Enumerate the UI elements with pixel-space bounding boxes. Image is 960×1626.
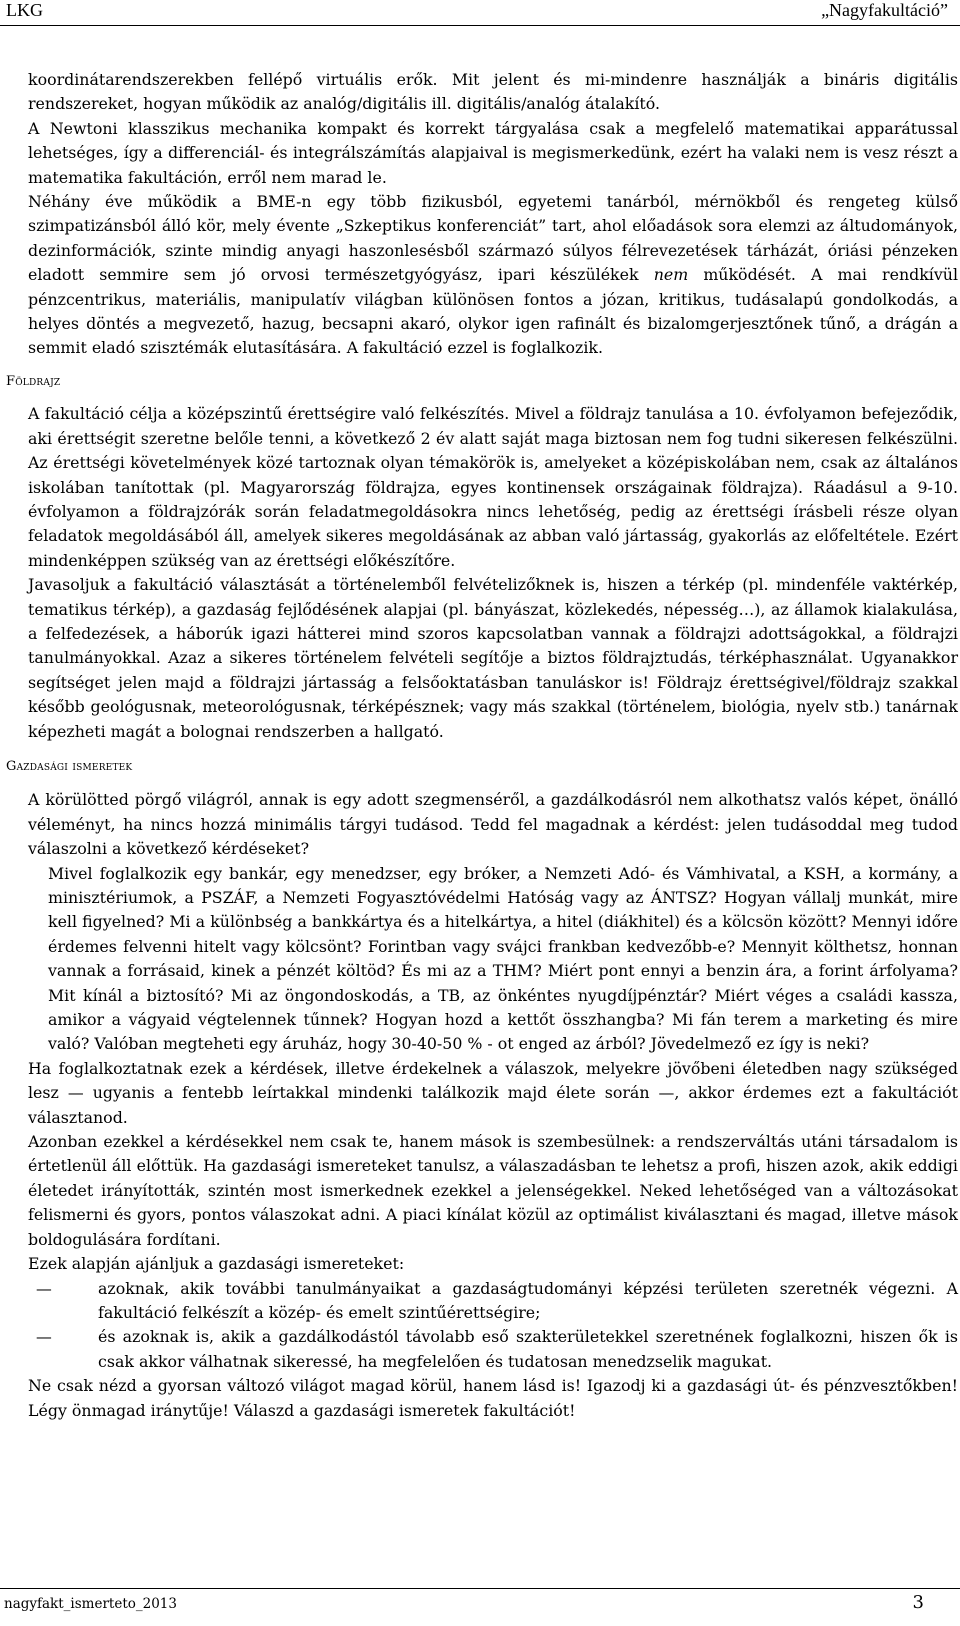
paragraph: Ha foglalkoztatnak ezek a kérdések, illetve érdekelnek a válaszok, melyekre jövőbeni életedben nagy szükséged lesz — ugyanis a fentebb leírtakkal mindenki találkozik majd élete során —, akkor érdemes ezt a fakultációt választanod. <box>28 1058 958 1127</box>
page-number: 3 <box>912 1592 924 1613</box>
paragraph: A fakultáció célja a középszintű érettségire való felkészítés. Mivel a földrajz tanulása a 10. évfolyamon befejeződik, aki érettségit szeretne belőle tenni, a következő 2 év alatt saját maga biztosan nem fog tudni sikeresen felkészülni. Az érettségi követelmények közé tartoznak olyan témakörök is, amelyeket a középiskolában nem, csak az általános iskolában tanítottak (pl. Magyarország földrajza, egyes kontinensek országainak földrajza). Ráadásul a 9-10. évfolyamon a földrajzórák során feladatmegoldásokra nincs lehetőség, pedig az érettségi írásbeli része olyan feladatok megoldásából áll, amelyek sikeres megoldásának az abban való jártasság, gyakorlás az előfeltétele. Ezért mindenképpen szükség van az érettségi előkészítőre. <box>28 404 958 570</box>
paragraph <box>28 190 958 361</box>
paragraph: koordinátarendszerekben fellépő virtuális erők. Mit jelent és mi-mindenre használják a bináris digitális rendszereket, hogyan működik az analóg/digitális ill. digitális/analóg átalakító. <box>28 70 958 114</box>
header-left-text: LKG <box>6 0 43 20</box>
paragraph: Ezek alapján ajánljuk a gazdasági ismereteket: <box>28 1254 405 1274</box>
section-heading-gazdasag: Gazdasági ismeretek <box>6 758 133 774</box>
paragraph: Mivel foglalkozik egy bankár, egy menedzser, egy bróker, a Nemzeti Adó- és Vámhivatal, a KSH, a kormány, a minisztériumok, a PSZÁF, a Nemzeti Fogyasztóvédelmi Hatóság vagy az ÁNTSZ? Hogyan vállalj munkát, mire kell figyelned? Mi a különbség a bankkártya és a hitelkártya, a hitel (diákhitel) és a kölcsön között? Mennyi időre érdemes felvenni hitelt vagy kölcsönt? Forintban vagy svájci frankban kedvezőbb-e? Mennyit költhetsz, honnan vannak a forrásaid, kinek a pénzét költöd? És mi az a THM? Miért pont ennyi a benzin ára, a forint árfolyama? Mit kínál a biztosító? Mi az öngondoskodás, a TB, az önkéntes nyugdíjpénztár? Miért véges a családi kassza, amikor a vágyaid végtelennek tűnnek? Hogyan hozd a kettőt összhangba? Mi fán terem a marketing és mire való? Valóban megteheti egy áruház, hogy 30-40-50 % - ot enged az árból? Jövedelmező ez így is neki? <box>48 863 958 1054</box>
closing-paragraph: Ne csak nézd a gyorsan változó világot magad körül, hanem lásd is! Igazodj ki a gazdasági út- és pénzvesztőkben! Légy önmagad iránytűje! Válaszd a gazdasági ismeretek fakultációt! <box>28 1376 958 1420</box>
paragraph: Azonban ezekkel a kérdésekkel nem csak te, hanem mások is szembesülnek: a rendszerváltás utáni társadalom is értetlenül áll előttük. Ha gazdasági ismereteket tanulsz, a válaszadásban te lehetsz a profi, hiszen azok, akik eddigi életedet irányították, szintén most ismerkednek ezekkel a jelenségekkel. Neked lehetőséged van a változásokat felismerni és gyors, pontos válaszokat adni. A piaci kínálat közül az optimálist kiválasztani és magad, illetve mások boldogulására fordítani. <box>28 1132 958 1249</box>
list-item-text: azoknak, akik további tanulmányaikat a gazdaságtudományi képzési területen szeretnék végezni. A fakultáció felkészít a közép- és emelt szintűérettségire; <box>98 1278 958 1322</box>
footer-divider <box>0 1588 960 1589</box>
section-heading-foldrajz: Földrajz <box>6 373 61 389</box>
recommendation-list <box>28 1277 958 1375</box>
document-body <box>6 68 959 1423</box>
page-header <box>0 0 960 26</box>
dash-marker: — <box>36 1278 52 1298</box>
paragraph: A körülötted pörgő világról, annak is egy adott szegmenséről, a gazdálkodásról nem alkothatsz valós képet, önálló véleményt, ha nincs hozzá minimális tárgyi tudásod. Tedd fel magadnak a kérdést: jelen tudásoddal meg tudod válaszolni a következő kérdéseket? <box>28 790 958 859</box>
list-item-text: és azoknak is, akik a gazdálkodástól távolabb eső szakterületekkel szeretnének foglalkozni, hiszen ők is csak akkor válhatnak sikeressé, ha megfelelően és tudatosan menedzselik magukat. <box>98 1327 958 1371</box>
emphasis-text: nem <box>653 265 689 285</box>
paragraph-text: Néhány éve működik a BME-n egy több fizikusból, egyetemi tanárból, mérnökből és rengeteg külső szimpatizánsból álló kör, mely évente „Szkeptikus konferenciát” tart, ahol előadások sora elemzi az áltudományok, dezinformációk, szinte mindig anyagi haszonlesésből származó súlyos félrevezetések tárházát, óriási pénzeken eladott semmire sem jó orvosi természetgyógyász, ipari készülékek <box>28 192 958 285</box>
list-item <box>28 1325 958 1374</box>
paragraph-text: működését. A mai rendkívül pénzcentrikus, materiális, manipulatív világban különösen fontos a józan, kritikus, tudásalapú gondolkodás, a helyes döntés a megvezető, hazug, becsapni akaró, olykor igen rafinált és bizalomgerjesztőnek tűnő, a drágán a semmit eladó szisztémák elutasítására. A fakultáció ezzel is foglalkozik. <box>28 265 959 358</box>
dash-marker: — <box>36 1327 52 1347</box>
list-item <box>28 1277 958 1326</box>
footer-filename: nagyfakt_ismerteto_2013 <box>4 1596 177 1612</box>
paragraph: Javasoljuk a fakultáció választását a történelemből felvételizőknek is, hiszen a térkép (pl. mindenféle vaktérkép, tematikus térkép), a gazdaság fejlődésének alapjai (pl. bányászat, közlekedés, népesség…), az államok kialakulása, a felfedezések, a háborúk igazi hátterei mind szoros kapcsolatban vannak a földrajzi adottságokkal, a földrajzi tanulmányokkal. Azaz a sikeres történelem felvételi segítője a biztos földrajztudás, térképhasználat. Ugyanakkor segítséget jelen majd a földrajzi jártasság a felsőoktatásban tanuláskor is! Földrajz érettségivel/földrajz szakkal később geológusnak, meteorológusnak, térképésznek; vagy más szakkal (történelem, biológia, nyelv stb.) tanárnak képezheti magát a bolognai rendszerben a hallgató. <box>28 575 958 741</box>
paragraph: A Newtoni klasszikus mechanika kompakt és korrekt tárgyalása csak a megfelelő matematikai apparátussal lehetséges, így a differenciál- és integrálszámítás alapjaival is megismerkedünk, ezért ha valaki nem is vesz részt a matematika fakultáción, erről nem marad le. <box>28 118 958 187</box>
header-right-text: „Nagyfakultáció” <box>821 0 948 20</box>
